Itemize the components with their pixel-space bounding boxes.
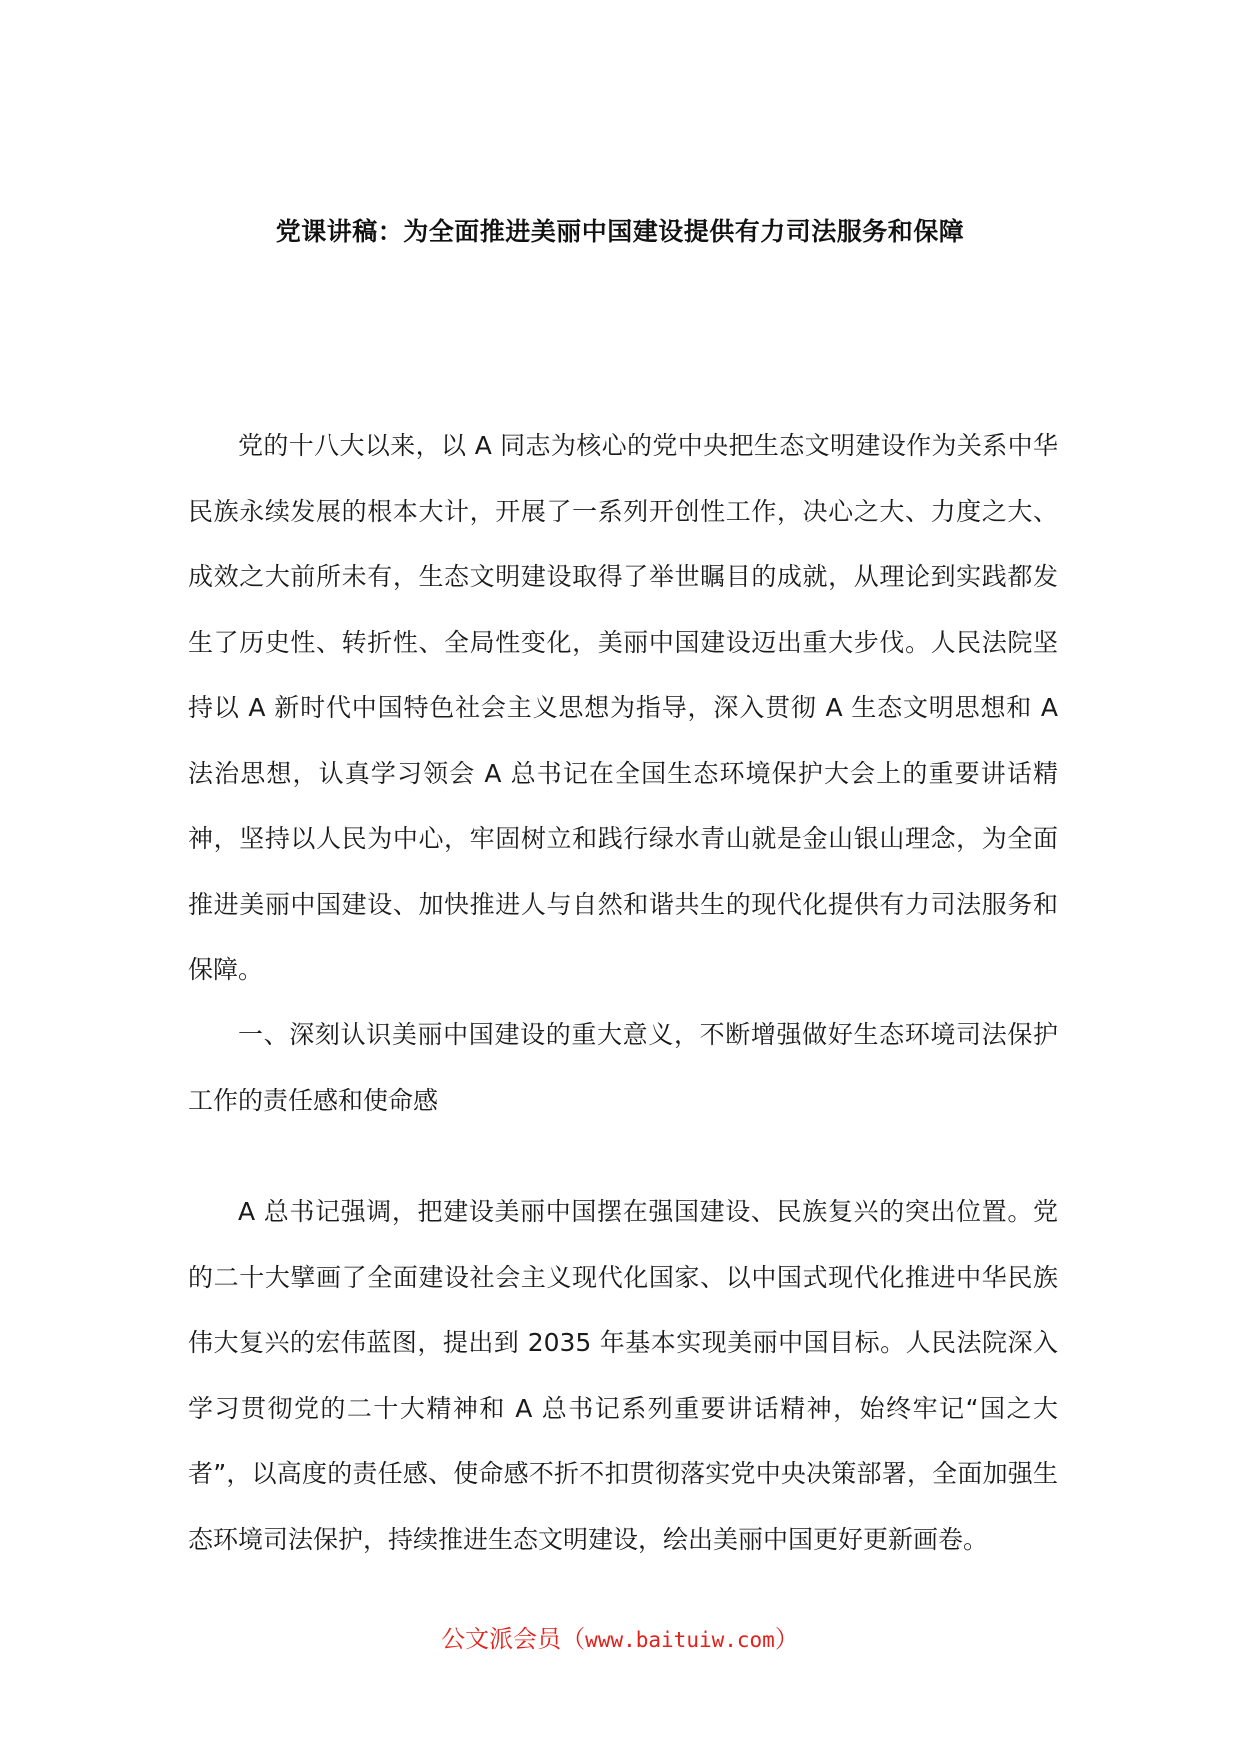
footer-paren-close: ） bbox=[774, 1625, 799, 1653]
footer-watermark bbox=[0, 1622, 1240, 1657]
footer-paren-open: （ bbox=[561, 1625, 586, 1653]
paragraph-intro: 党的十八大以来，以 A 同志为核心的党中央把生态文明建设作为关系中华民族永续发展的根本大计，开展了一系列开创性工作，决心之大、力度之大、成效之大前所未有，生态文明建设取得了举世瞩目的成就，从理论到实践都发生了历史性、转折性、全局性变化，美丽中国建设迈出重大步伐。人民法院坚持以 A 新时代中国特色社会主义思想为指导，深入贯彻 A 生态文明思想和 A 法治思想，认真学习领会 A 总书记在全国生态环境保护大会上的重要讲话精神，坚持以人民为中心，牢固树立和践行绿水青山就是金山银山理念，为全面推进美丽中国建设、加快推进人与自然和谐共生的现代化提供有力司法服务和保障。 bbox=[188, 431, 1058, 984]
footer-url: www.baituiw.com bbox=[585, 1628, 775, 1652]
paragraph-section-1: A 总书记强调，把建设美丽中国摆在强国建设、民族复兴的突出位置。党的二十大擘画了全面建设社会主义现代化国家、以中国式现代化推进中华民族伟大复兴的宏伟蓝图，提出到 2035 年基本实现美丽中国目标。人民法院深入学习贯彻党的二十大精神和 A 总书记系列重要讲话精神，始终牢记“国之大者”，以高度的责任感、使命感不折不扣贯彻落实党中央决策部署，全面加强生态环境司法保护，持续推进生态文明建设，绘出美丽中国更好更新画卷。 bbox=[188, 1197, 1058, 1554]
footer-brand: 公文派会员 bbox=[441, 1625, 562, 1653]
section-heading-1: 一、深刻认识美丽中国建设的重大意义，不断增强做好生态环境司法保护工作的责任感和使命感 bbox=[188, 1020, 1058, 1115]
document-title: 党课讲稿：为全面推进美丽中国建设提供有力司法服务和保障 bbox=[275, 217, 965, 246]
